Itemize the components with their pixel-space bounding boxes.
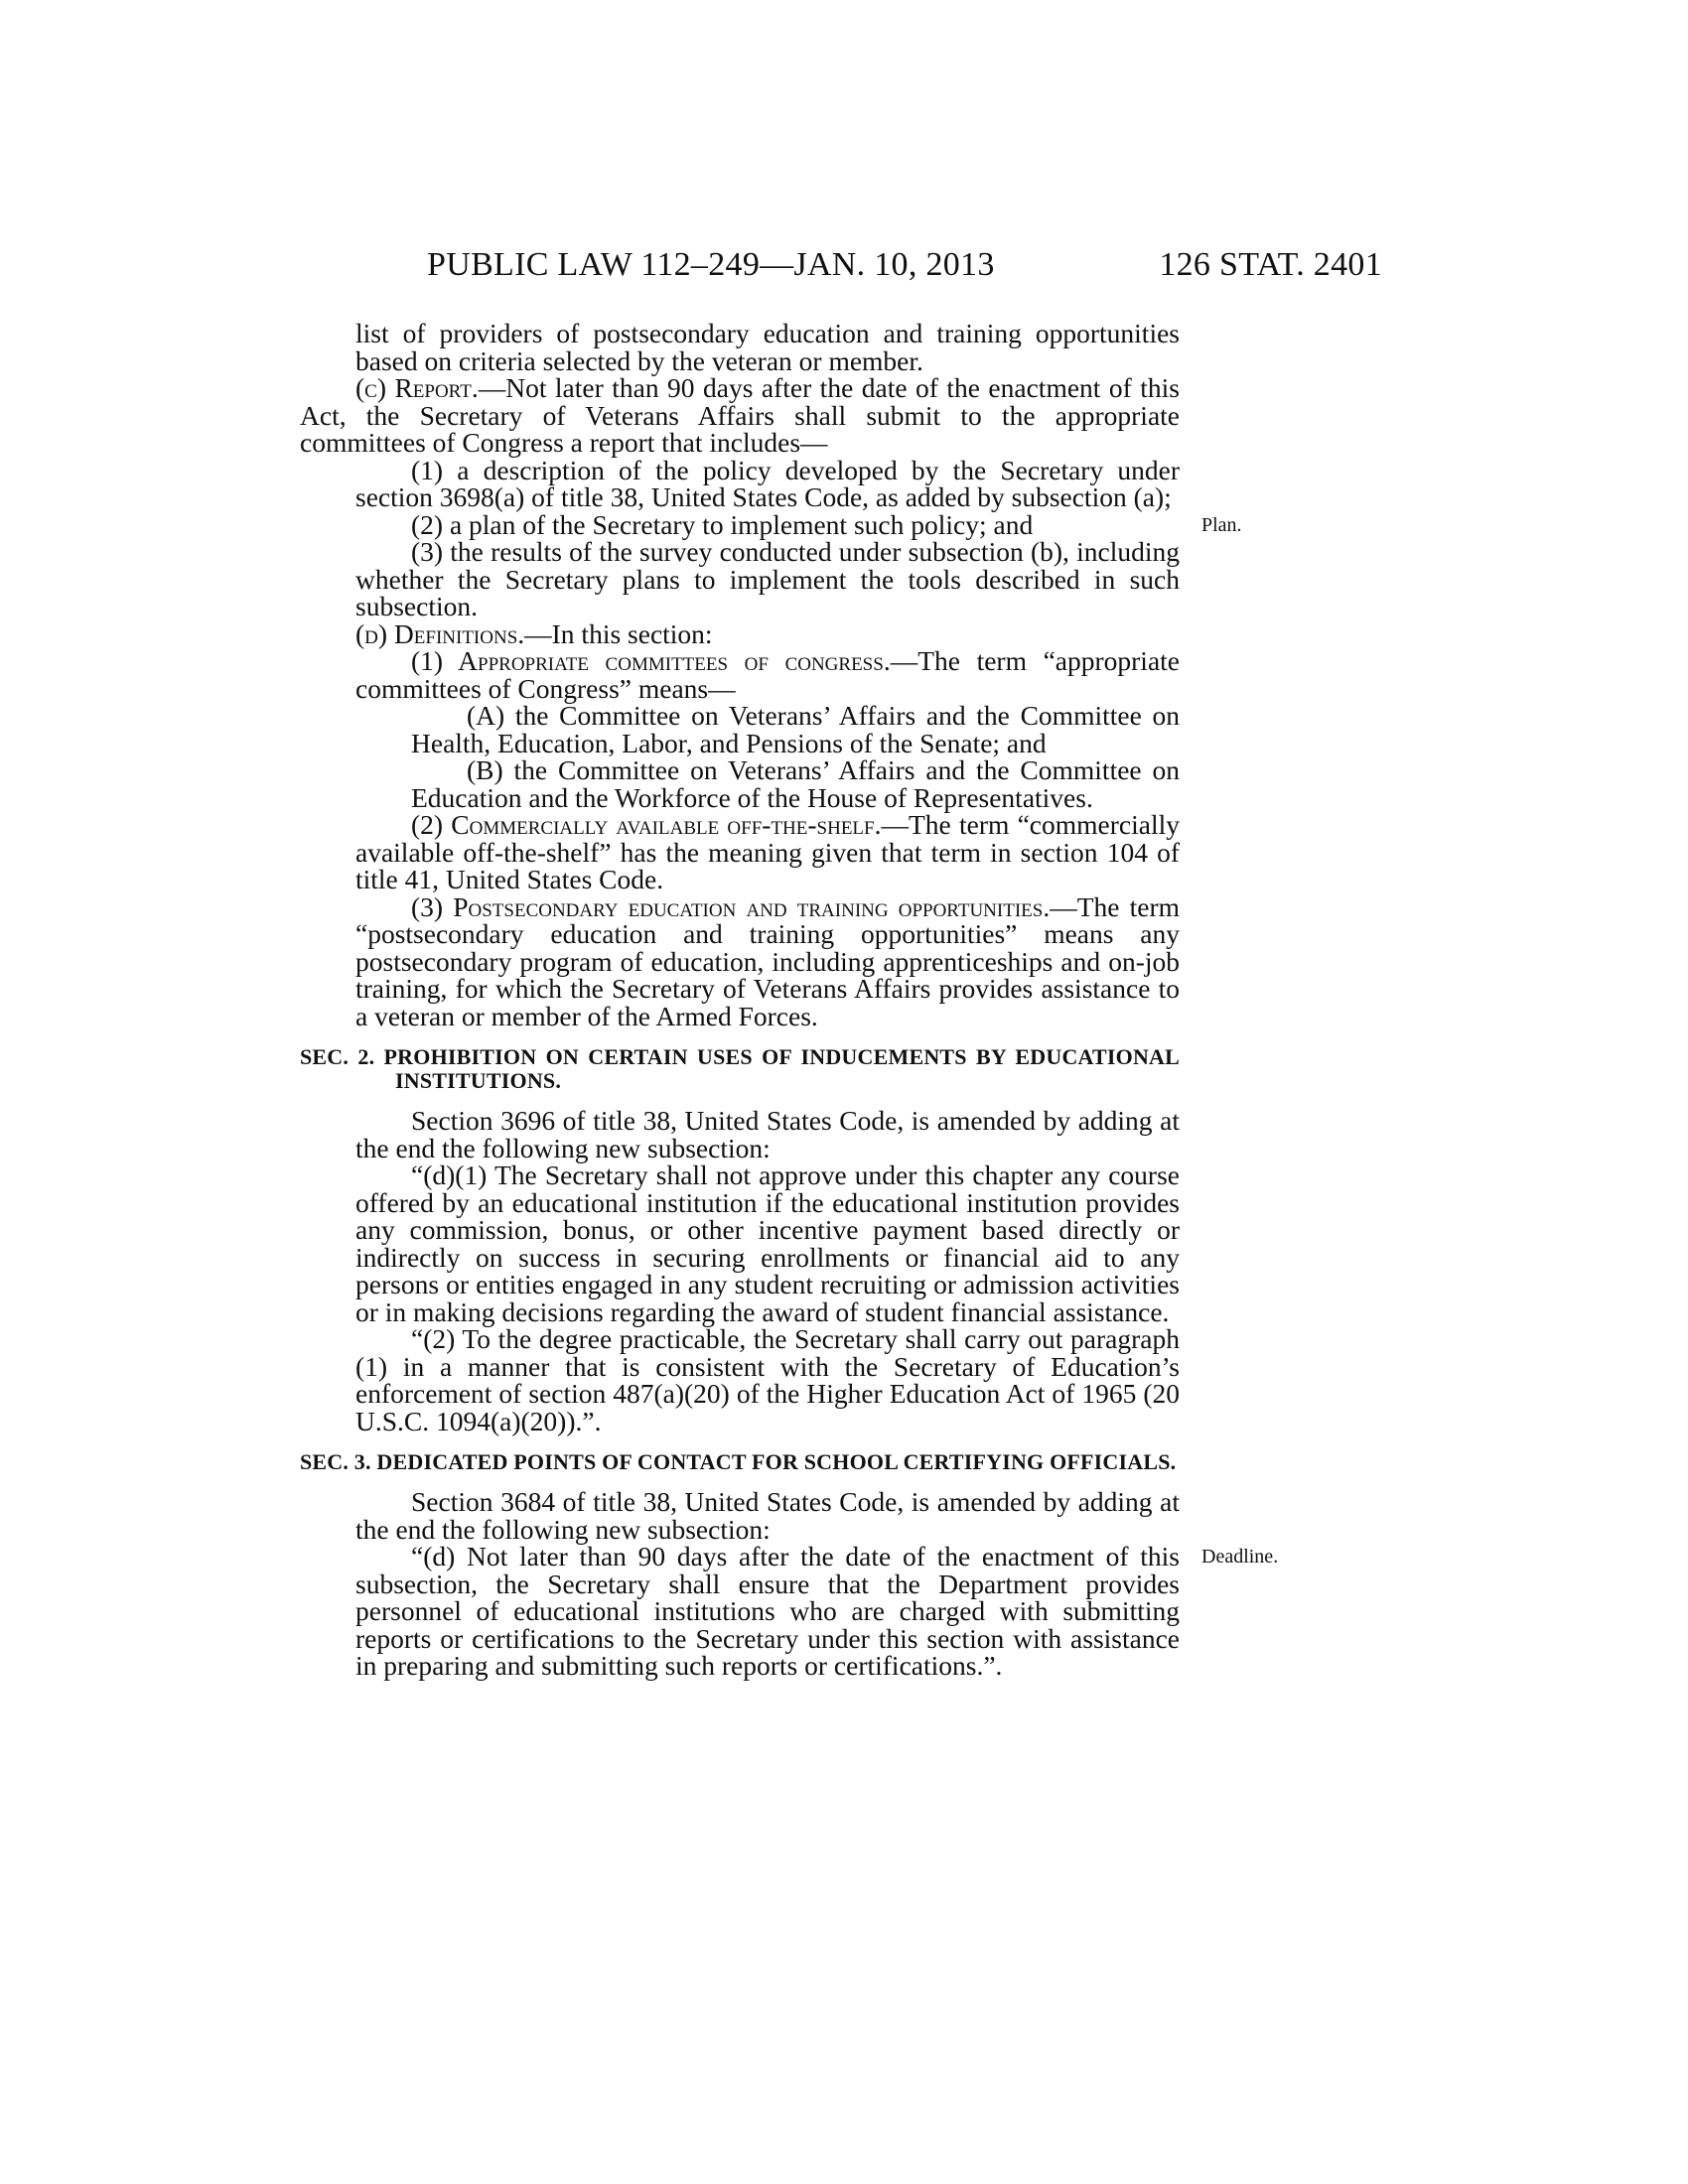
definition-1-b: (B) the Committee on Veterans’ Affairs and the Committee on Education and the Workforce of the House of Representatives. [411,754,1180,813]
subsection-d-label: (d) Definitions [355,617,518,649]
definition-3-text: .—The term “postsecondary education and training opportunities” means any postsecondary program of education, including apprenticeships and on-job training, for which the Secretary of Veterans Affairs provides assistance to a veteran or member of the Armed Forces. [355,890,1180,1031]
document-body [300,318,1279,1681]
report-item-2 [300,508,1242,540]
margin-note-deadline: Deadline. [1201,1546,1279,1568]
subsection-c-report [300,374,1180,457]
report-item-1: (1) a description of the policy developed by the Secretary under section 3698(a) of title 38, United States Code, as added by subsection (a); [355,454,1180,512]
definition-2-label: (2) Commercially available off-the-shelf [411,809,875,840]
subsection-d-text: .—In this section: [517,617,713,649]
report-item-2-text: (2) a plan of the Secretary to implement such policy; and [411,508,1034,540]
section-2-intro: Section 3696 of title 38, United States Code, is amended by adding at the end the following new subsection: [355,1105,1180,1163]
section-3-heading: SEC. 3. DEDICATED POINTS OF CONTACT FOR SCHOOL CERTIFYING OFFICIALS. [300,1449,1177,1474]
definition-1-label: (1) Appropriate committees of congress [411,645,884,676]
definition-1-text: .—The term “appropriate committees of Congress” means— [355,645,1180,704]
section-2-paragraph-2: “(2) To the degree practicable, the Secretary shall carry out paragraph (1) in a manner that is consistent with the Secretary of Education’s enforcement of section 487(a)(20) of the Higher Education Act of 1965 (20 U.S.C. 1094(a)(20)).”. [355,1323,1180,1436]
subsection-c-text: .—Not later than 90 days after the date of the enactment of this Act, the Secretary of Veterans Affairs shall submit to the appropriate committees of Congress a report that includes— [300,372,1180,458]
subsection-d-definitions [300,617,1180,649]
statute-page-number: 126 STAT. 2401 [1159,246,1382,283]
definition-2-text: .—The term “commercially available off-the-shelf” has the meaning given that term in section 104 of title 41, United States Code. [355,809,1180,894]
section-2-paragraph-1: “(d)(1) The Secretary shall not approve under this chapter any course offered by an educational institution if the educational institution provides any commission, bonus, or other incentive payment based directly or indirectly on success in securing enrollments or financial aid to any persons or entities engaged in any student recruiting or admission activities or in making decisions regarding the award of student financial assistance. [355,1160,1180,1327]
definition-1-a: (A) the Committee on Veterans’ Affairs and the Committee on Health, Education, Labor, and Pensions of the Senate; and [411,700,1180,758]
subsection-c-label: (c) Report [355,372,472,403]
definition-3-label: (3) Postsecondary education and training opportunities [411,890,1044,922]
definition-1 [300,647,1180,702]
section-3-paragraph-1 [300,1541,1279,1681]
section-3-intro: Section 3684 of title 38, United States Code, is amended by adding at the end the following new subsection: [355,1486,1180,1545]
section-2-heading: SEC. 2. PROHIBITION ON CERTAIN USES OF INDUCEMENTS BY EDUCATIONAL INSTITUTIONS. [300,1044,1180,1093]
margin-note-plan: Plan. [1201,513,1242,536]
continued-paragraph: list of providers of postsecondary education and training opportunities based on criteria selected by the veteran or member. [355,318,1180,376]
report-item-3: (3) the results of the survey conducted under subsection (b), including whether the Secretary plans to implement the tools described in such subsection. [355,536,1180,621]
definition-3 [300,890,1180,1031]
definition-2 [300,811,1180,893]
section-3-paragraph-1-text: “(d) Not later than 90 days after the date of the enactment of this subsection, the Secretary shall ensure that the Department provides personnel of educational institutions who are charged with submitting reports or certifications to the Secretary under this section with assistance in preparing and submitting such reports or certifications.”. [355,1541,1180,1681]
running-head [427,246,1382,286]
running-head-title: PUBLIC LAW 112–249—JAN. 10, 2013 [427,246,995,283]
